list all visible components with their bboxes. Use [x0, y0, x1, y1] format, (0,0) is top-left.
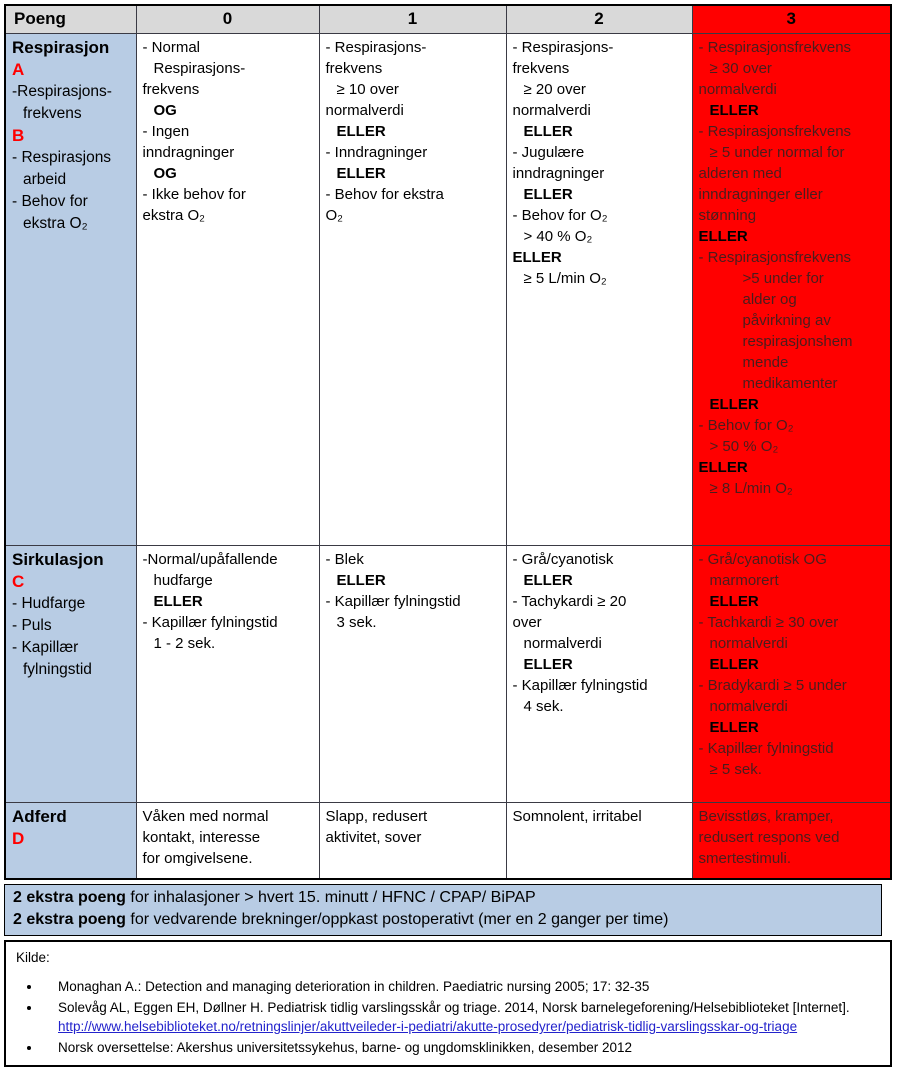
source-link[interactable]: http://www.helsebiblioteket.no/retningslinjer/akuttveileder-i-pediatri/akutte-prosedyrer/pediatrisk-tidlig-varslingsskar-og-triage	[58, 1019, 798, 1034]
header-score-1: 1	[319, 5, 506, 33]
adferd-score-3-cell: Bevisstløs, kramper, redusert respons ved smertestimuli.	[692, 802, 891, 879]
source-box	[4, 940, 892, 1067]
sirkulasjon-score-3-cell: - Grå/cyanotisk OG marmorert ELLER - Tachkardi ≥ 30 over normalverdi ELLER - Bradykardi ≥ 5 under normalverdi ELLER - Kapillær fylningstid ≥ 5 sek.	[692, 545, 891, 802]
respirasjon-score-2-cell: - Respirasjons- frekvens ≥ 20 over normalverdi ELLER - Jugulære inndragninger ELLER - Behov for O₂ > 40 % O₂ ELLER ≥ 5 L/min O₂	[506, 33, 692, 545]
adferd-score-1-cell: Slapp, redusert aktivitet, sover	[319, 802, 506, 879]
header-score-2: 2	[506, 5, 692, 33]
adferd-row-label: Adferd D	[5, 802, 136, 879]
header-poeng: Poeng	[5, 5, 136, 33]
source-bullet-1-text: Monaghan A.: Detection and managing deterioration in children. Paediatric nursing 2005; 17: 32-35	[58, 979, 650, 994]
sirkulasjon-row	[5, 545, 891, 802]
extra-points-note-2-bold: 2 ekstra poeng	[13, 911, 126, 928]
respirasjon-score-0-cell: - Normal Respirasjons- frekvens OG - Ingen inndragninger OG - Ikke behov for ekstra O₂	[136, 33, 319, 545]
extra-points-note-2-text: for vedvarende brekninger/oppkast postoperativt (mer en 2 ganger per time)	[125, 911, 669, 928]
source-bullet-2	[42, 998, 880, 1036]
extra-points-notes	[4, 884, 882, 936]
extra-points-note-1	[13, 887, 873, 909]
source-title: Kilde:	[16, 950, 50, 965]
sirkulasjon-score-2-cell: - Grå/cyanotisk ELLER - Tachykardi ≥ 20 over normalverdi ELLER - Kapillær fylningstid 4 sek.	[506, 545, 692, 802]
sirkulasjon-row-label: Sirkulasjon C - Hudfarge - Puls - Kapillær fylningstid	[5, 545, 136, 802]
extra-points-note-2	[13, 909, 873, 931]
source-bullet-1	[42, 977, 880, 996]
extra-points-note-1-text: for inhalasjoner > hvert 15. minutt / HFNC / CPAP/ BiPAP	[125, 889, 536, 906]
respirasjon-row-label: Respirasjon A -Respirasjons- frekvens B - Respirasjons arbeid - Behov for ekstra O₂	[5, 33, 136, 545]
adferd-row	[5, 802, 891, 879]
header-score-0: 0	[136, 5, 319, 33]
header-row	[5, 5, 891, 33]
source-list	[42, 977, 880, 1057]
extra-points-note-1-bold: 2 ekstra poeng	[13, 889, 126, 906]
adferd-score-0-cell: Våken med normal kontakt, interesse for omgivelsene.	[136, 802, 319, 879]
source-bullet-3	[42, 1038, 880, 1057]
source-bullet-3-text: Norsk oversettelse: Akershus universitetssykehus, barne- og ungdomsklinikken, desember 2012	[58, 1040, 633, 1055]
header-score-3: 3	[692, 5, 891, 33]
sirkulasjon-score-1-cell: - Blek ELLER - Kapillær fylningstid 3 sek.	[319, 545, 506, 802]
adferd-score-2-cell: Somnolent, irritabel	[506, 802, 692, 879]
sirkulasjon-score-0-cell: -Normal/upåfallende hudfarge ELLER - Kapillær fylningstid 1 - 2 sek.	[136, 545, 319, 802]
respirasjon-score-1-cell: - Respirasjons- frekvens ≥ 10 over normalverdi ELLER - Inndragninger ELLER - Behov for ekstra O₂	[319, 33, 506, 545]
source-bullet-2-text: Solevåg AL, Eggen EH, Døllner H. Pediatrisk tidlig varslingsskår og triage. 2014, Norsk barnelegeforening/Helsebiblioteket [Internet].	[58, 1000, 850, 1015]
respirasjon-row	[5, 33, 891, 545]
pews-score-table	[4, 4, 892, 880]
respirasjon-score-3-cell: - Respirasjonsfrekvens ≥ 30 over normalverdi ELLER - Respirasjonsfrekvens ≥ 5 under normal for alderen med inndragninger eller stønning ELLER - Respirasjonsfrekvens >5 under for alder og påvirkning av respirasjonshem mende medikamenter ELLER - Behov for O₂ > 50 % O₂ ELLER ≥ 8 L/min O₂	[692, 33, 891, 545]
